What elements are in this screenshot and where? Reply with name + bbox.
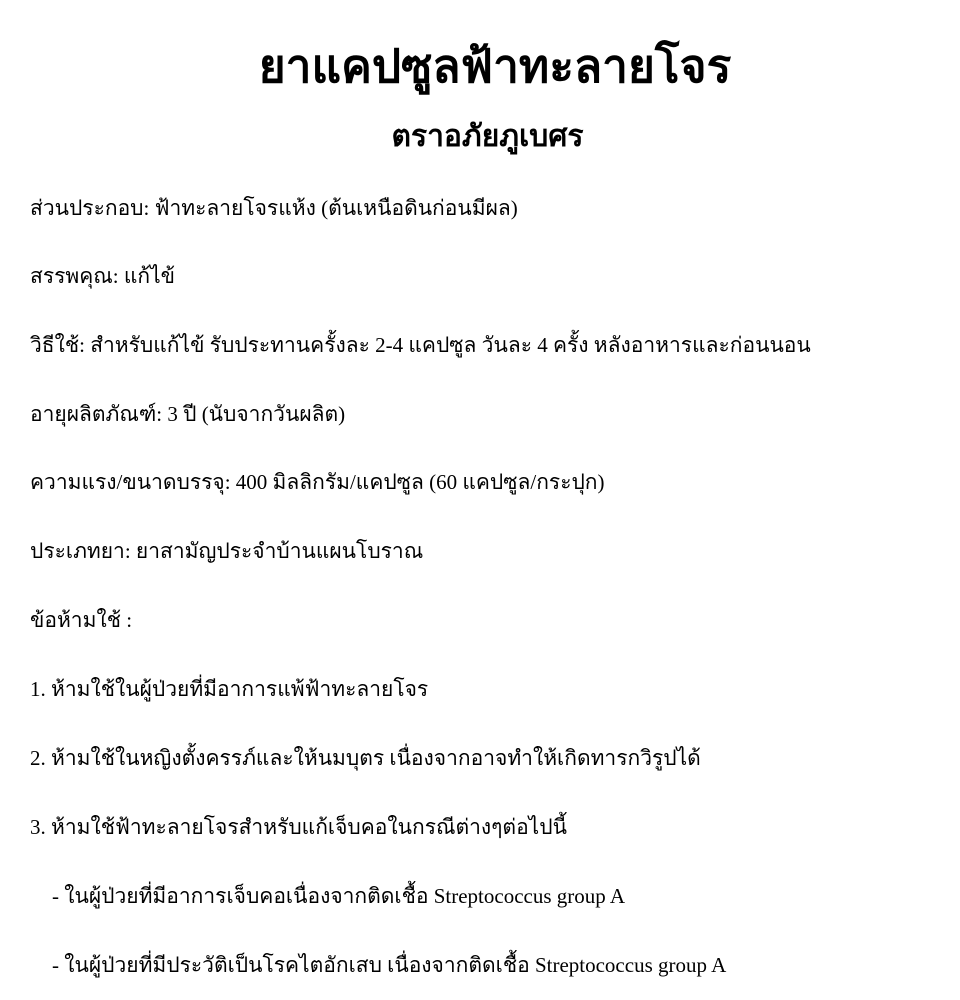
strength-package-line: ความแรง/ขนาดบรรจุ: 400 มิลลิกรัม/แคปซูล (60 แคปซูล/กระปุก)	[30, 470, 605, 494]
contraindication-item-1: 1. ห้ามใช้ในผู้ป่วยที่มีอาการแพ้ฟ้าทะลายโจร	[30, 677, 429, 701]
brand-subtitle: ตราอภัยภูเบศร	[391, 119, 584, 154]
page-title: ยาแคปซูลฟ้าทะลายโจร	[258, 39, 732, 93]
shelf-life-line: อายุผลิตภัณฑ์: 3 ปี (นับจากวันผลิต)	[30, 402, 346, 426]
contraindications-heading: ข้อห้ามใช้ :	[30, 608, 133, 632]
usage-line: วิธีใช้: สำหรับแก้ไข้ รับประทานครั้งละ 2-4 แคปซูล วันละ 4 ครั้ง หลังอาหารและก่อนนอน	[30, 333, 811, 357]
contraindication-item-2: 2. ห้ามใช้ในหญิงตั้งครรภ์และให้นมบุตร เนื่องจากอาจทำให้เกิดทารกวิรูปได้	[30, 746, 701, 770]
contraindication-subitem-1: - ในผู้ป่วยที่มีอาการเจ็บคอเนื่องจากติดเชื้อ Streptococcus group A	[52, 884, 626, 908]
contraindication-subitem-2: - ในผู้ป่วยที่มีประวัติเป็นโรคไตอักเสบ เนื่องจากติดเชื้อ Streptococcus group A	[52, 953, 727, 977]
drug-type-line: ประเภทยา: ยาสามัญประจำบ้านแผนโบราณ	[30, 539, 424, 563]
contraindication-item-3: 3. ห้ามใช้ฟ้าทะลายโจรสำหรับแก้เจ็บคอในกรณีต่างๆต่อไปนี้	[30, 815, 567, 839]
indication-line: สรรพคุณ: แก้ไข้	[30, 264, 176, 288]
ingredients-line: ส่วนประกอบ: ฟ้าทะลายโจรแห้ง (ต้นเหนือดินก่อนมีผล)	[30, 196, 518, 220]
